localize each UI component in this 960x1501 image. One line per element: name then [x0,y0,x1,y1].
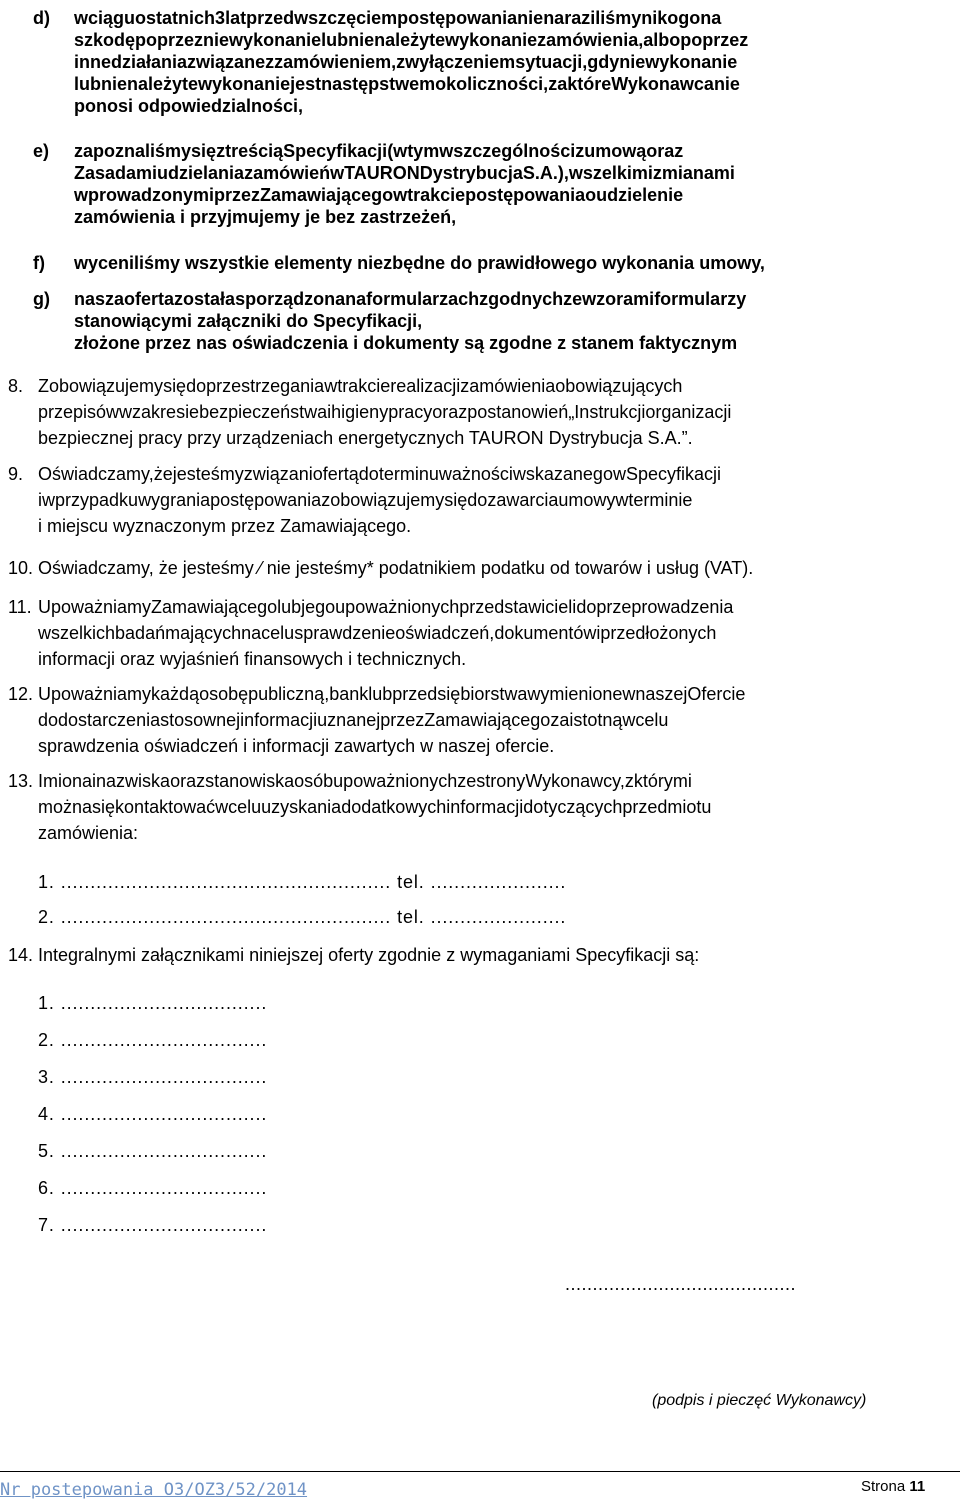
footer-page-number [861,1478,925,1495]
point-g-line: złożone przez nas oświadczenia i dokumenty są zgodne z stanem faktycznym [74,333,738,353]
attachment-line: 6. ................................... [38,1178,268,1198]
point-9-line: iwprzypadkuwygraniapostępowaniazobowiązujemysiędozawarciaumowywterminie [38,490,693,510]
point-11-line: wszelkichbadańmającychnacelusprawdzenieoświadczeń,dokumentówiprzedłożonych [38,623,717,643]
point-12-line: Upoważniamykażdąosobępubliczną,banklubprzedsiębiorstwawymienionewnaszejOfercie [38,684,746,704]
point-d-line: ponosi odpowiedzialności, [74,96,304,116]
point-g-label: g) [33,289,50,309]
point-8-number: 8. [8,376,24,396]
point-e-line: wprowadzonymiprzezZamawiającegowtrakciepostępowaniaoudzielenie [74,185,684,205]
contact-line: 1. ........................................................ tel. ....................... [38,872,567,892]
point-12-line: dodostarczeniastosownejinformacjiuznanejprzezZamawiającegozaistotnąwcelu [38,710,669,730]
signature-line: .......................................... [565,1274,797,1294]
attachment-line: 2. ................................... [38,1030,268,1050]
point-d-line: lubnienależytewykonaniejestnastępstwemokoliczności,zaktóreWykonawcanie [74,74,740,94]
point-e-label: e) [33,141,50,161]
footer-page-word: Strona [861,1478,910,1495]
point-d-label: d) [33,8,50,28]
point-g-line: naszaofertazostałasporządzonanaformularzachzgodnychzewzoramiformularzy [74,289,747,309]
point-e-line: zamówienia i przyjmujemy je bez zastrzeżeń, [74,207,457,227]
point-8-line: przepisówwzakresiebezpieczeństwaihigienypracyorazpostanowień„Instrukcjiorganizacji [38,402,732,422]
point-14-line: Integralnymi załącznikami niniejszej oferty zgodnie z wymaganiami Specyfikacji są: [38,945,700,965]
point-9-line: i miejscu wyznaczonym przez Zamawiającego. [38,516,412,536]
point-f-label: f) [33,253,45,273]
point-9-number: 9. [8,464,24,484]
point-e-line: zapoznaliśmysięztreściąSpecyfikacji(wtymwszczególnościzumowąoraz [74,141,684,161]
point-11-line: informacji oraz wyjaśnień finansowych i technicznych. [38,649,467,669]
footer-reference-number: Nr postepowania O3/OZ3/52/2014 [0,1480,308,1500]
point-10-line: Oświadczamy, że jesteśmy ⁄ nie jesteśmy* podatnikiem podatku od towarów i usług (VAT). [38,558,754,578]
attachment-line: 4. ................................... [38,1104,268,1124]
point-e-line: ZasadamiudzielaniazamówieńwTAURONDystrybucjaS.A.),wszelkimizmianami [74,163,735,183]
point-11-line: UpoważniamyZamawiającegolubjegoupoważnionychprzedstawicielidoprzeprowadzenia [38,597,734,617]
point-13-line: zamówienia: [38,823,139,843]
point-8-line: bezpiecznej pracy przy urządzeniach energetycznych TAURON Dystrybucja S.A.”. [38,428,693,448]
signature-caption: (podpis i pieczęć Wykonawcy) [652,1392,867,1409]
point-g-line: stanowiącymi załączniki do Specyfikacji, [74,311,423,331]
point-8-line: Zobowiązujemysiędoprzestrzeganiawtrakcierealizacjizamówieniaobowiązujących [38,376,683,396]
point-d-line: innedziałaniazwiązanezzamówieniem,zwyłączeniemsytuacji,gdyniewykonanie [74,52,738,72]
point-12-line: sprawdzenia oświadczeń i informacji zawartych w naszej ofercie. [38,736,555,756]
point-11-number: 11. [8,597,32,617]
point-9-line: Oświadczamy,żejesteśmyzwiązaniofertądoterminuważnościwskazanegowSpecyfikacji [38,464,722,484]
point-f-line: wyceniliśmy wszystkie elementy niezbędne do prawidłowego wykonania umowy, [74,253,765,273]
point-13-line: ImionainazwiskaorazstanowiskaosóbupoważnionychzestronyWykonawcy,zktórymi [38,771,692,791]
attachment-line: 3. ................................... [38,1067,268,1087]
attachment-line: 5. ................................... [38,1141,268,1161]
point-d-line: wciąguostatnich3latprzedwszczęciempostępowanianienaraziliśmynikogona [74,8,722,28]
attachment-line: 7. ................................... [38,1215,268,1235]
footer-divider [0,1471,960,1472]
point-13-number: 13. [8,771,34,791]
contact-line: 2. ........................................................ tel. ....................... [38,907,567,927]
point-13-line: możnasiękontaktowaćwceluuzyskaniadodatkowychinformacjidotyczącychprzedmiotu [38,797,712,817]
attachment-line: 1. ................................... [38,993,268,1013]
point-d-line: szkodępoprzezniewykonanielubnienależytewykonaniezamówienia,albopoprzez [74,30,749,50]
point-14-number: 14. [8,945,34,965]
point-12-number: 12. [8,684,34,704]
point-10-number: 10. [8,558,34,578]
footer-page-value: 11 [909,1478,926,1495]
